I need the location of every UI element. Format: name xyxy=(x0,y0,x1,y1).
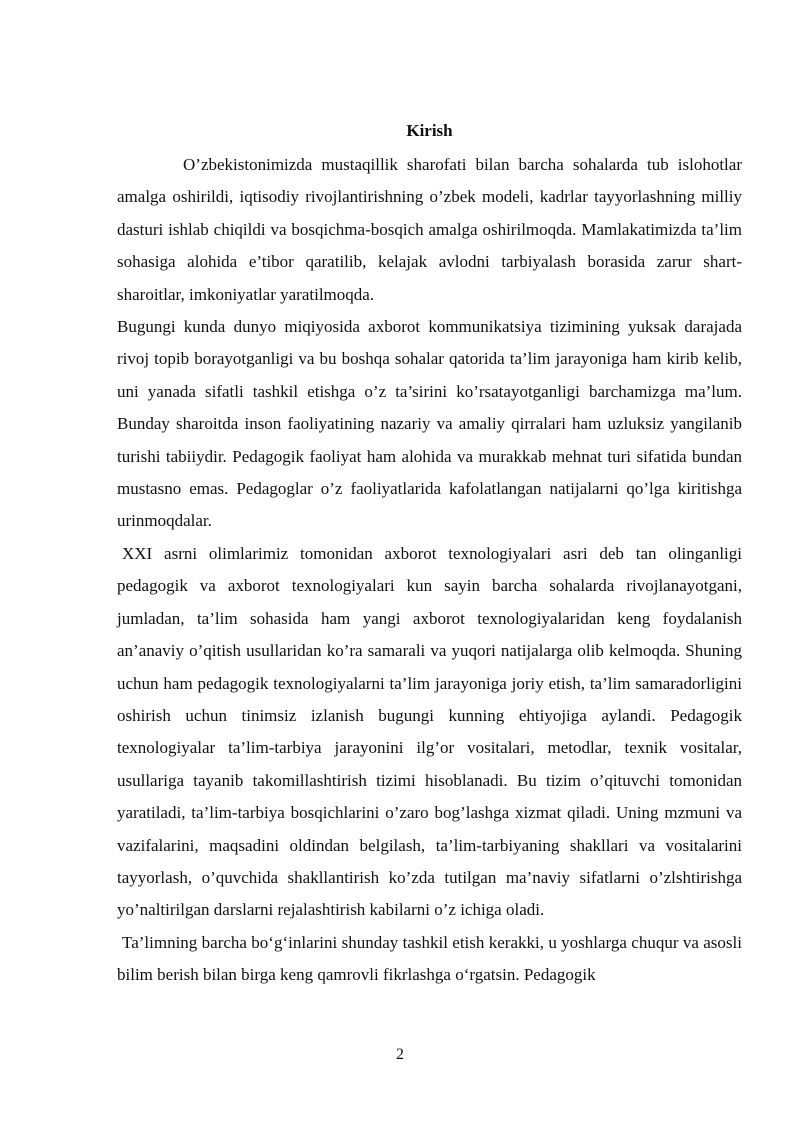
page-content xyxy=(117,118,742,992)
paragraph-1: O’zbekistonimizda mustaqillik sharofati bilan barcha sohalarda tub islohotlar amalga oshirildi, iqtisodiy rivojlantirishning o’zbek modeli, kadrlar tayyorlashning milliy dasturi ishlab chiqildi va bosqichma-bosqich amalga oshirilmoqda. Mamlakatimizda ta’lim sohasiga alohida e’tibor qaratilib, kelajak avlodni tarbiyalash borasida zarur shart-sharoitlar, imkoniyatlar yaratilmoqda. xyxy=(117,155,742,304)
paragraph-4: Ta’limning barcha bo‘g‘inlarini shunday tashkil etish kerakki, u yoshlarga chuqur va asosli bilim berish bilan birga keng qamrovli fikrlashga o‘rgatsin. Pedagogik xyxy=(117,932,742,985)
paragraph-3: XXI asrni olimlarimiz tomonidan axborot texnologiyalari asri deb tan olinganligi pedagogik va axborot texnologiyalari kun sayin barcha sohalarda rivojlanayotgani, jumladan, ta’lim sohasida ham yangi axborot texnologiyalaridan keng foydalanish an’anaviy o’qitish usullaridan ko’ra samarali va yuqori natijalarga olib kelmoqda. Shuning uchun ham pedagogik texnologiyalarni ta’lim jarayoniga joriy etish, ta’lim samaradorligini oshirish uchun tinimsiz izlanish bugungi kunning ehtiyojiga aylandi. Pedagogik texnologiyalar ta’lim-tarbiya jarayonini ilg’or vositalari, metodlar, texnik vositalar, usullariga tayanib takomillashtirish tizimi hisoblanadi. Bu tizim o’qituvchi tomonidan yaratiladi, ta’lim-tarbiya bosqichlarini o’zaro bog’lashga xizmat qiladi. Uning mzmuni va vazifalarini, maqsadini oldindan belgilash, ta’lim-tarbiyaning shakllari va vositalarini tayyorlash, o’quvchida shakllantirish ko’zda tutilgan ma’naviy sifatlarni o’zlshtirishga yo’naltirilgan darslarni rejalashtirish kabilarni o’z ichiga oladi. xyxy=(117,543,742,920)
paragraph-2: Bugungi kunda dunyo miqiyosida axborot kommunikatsiya tizimining yuksak darajada rivoj topib borayotganligi va bu boshqa sohalar qatorida ta’lim jarayoniga ham kirib kelib, uni yanada sifatli tashkil etishga o’z ta’sirini ko’rsatayotganligi barchamizga ma’lum. Bunday sharoitda inson faoliyatining nazariy va amaliy qirralari ham uzluksiz yangilanib turishi tabiiydir. Pedagogik faoliyat ham alohida va murakkab mehnat turi sifatida bundan mustasno emas. Pedagoglar o’z faoliyatlarida kafolatlangan natijalarni qo’lga kiritishga urinmoqdalar. xyxy=(117,317,742,531)
page-number: 2 xyxy=(396,1046,404,1063)
section-title: Kirish xyxy=(406,121,453,140)
